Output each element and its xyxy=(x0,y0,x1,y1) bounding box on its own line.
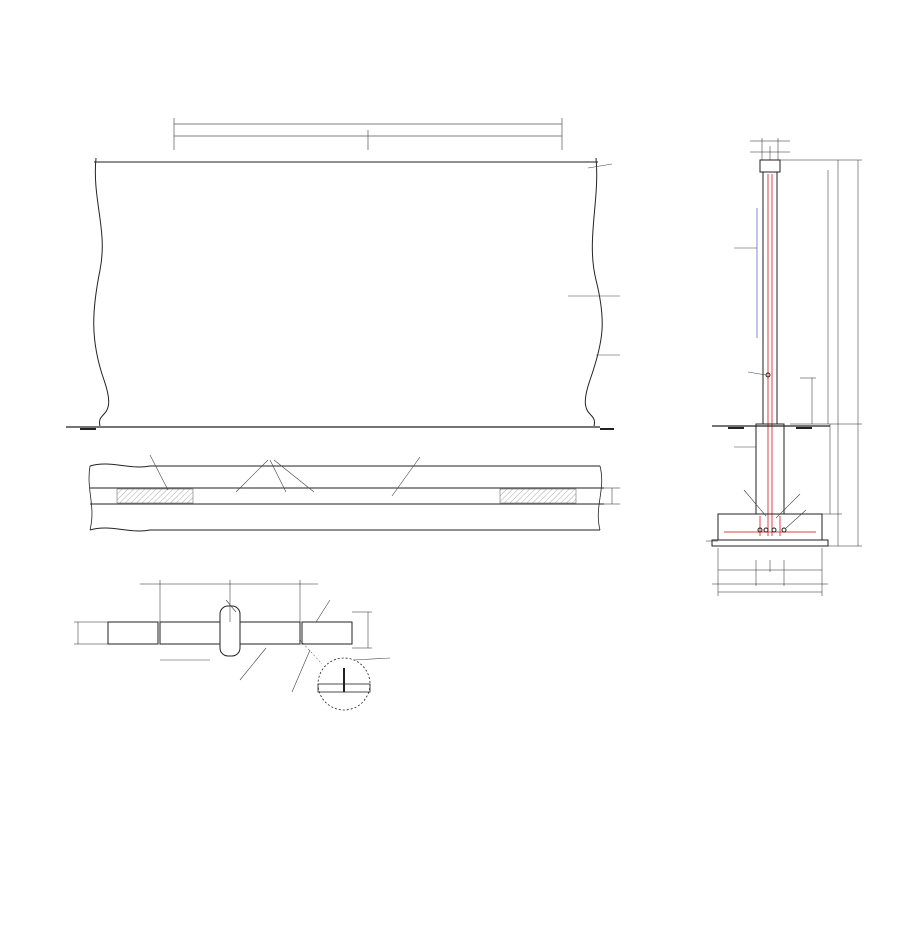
wall-elevation xyxy=(94,118,603,426)
wall-plan xyxy=(89,464,620,531)
left-break-line xyxy=(94,158,109,426)
right-break-line xyxy=(585,158,602,426)
elevation-top-dimension xyxy=(174,118,562,150)
ground-line xyxy=(66,427,614,429)
block-reinforcement-detail xyxy=(74,580,372,710)
spec-section xyxy=(124,760,884,782)
